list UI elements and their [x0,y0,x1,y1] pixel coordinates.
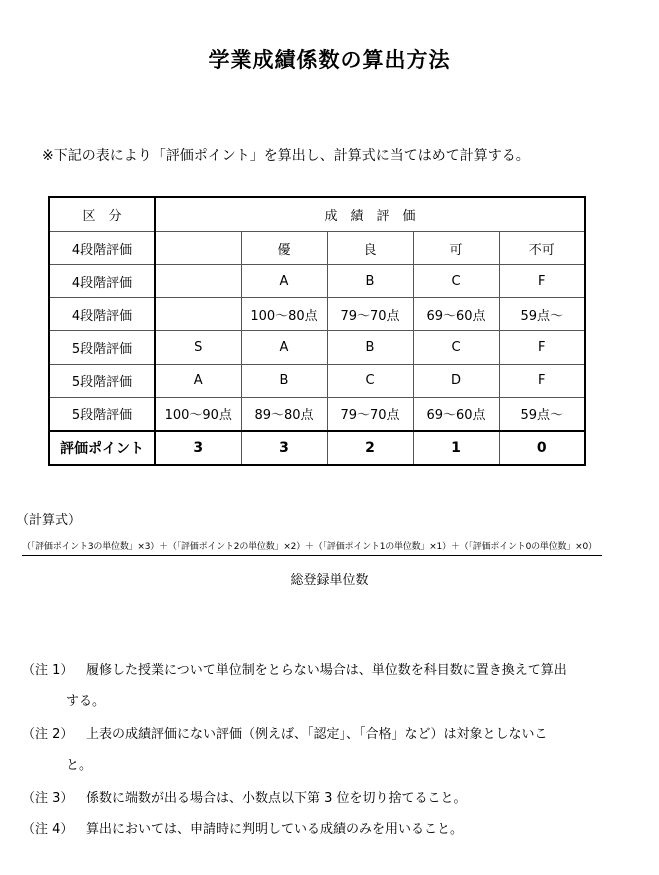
points-cell: 3 [155,431,241,465]
table-header-row [49,197,585,232]
row-label: 4段階評価 [49,265,155,298]
note-text: 係数に端数が出る場合は、小数点以下第 3 位を切り捨てること。 [86,791,467,806]
points-cell: 1 [413,431,499,465]
table-cell: 可 [413,232,499,265]
grade-table [48,196,586,466]
table-cell: 59点～ [499,298,585,331]
table-cell: D [413,364,499,397]
formula-numerator: （「評価ポイント3の単位数」×3）＋（「評価ポイント2の単位数」×2）＋（「評価ポイント1の単位数」×1）＋（「評価ポイント0の単位数」×0） [22,542,597,552]
note-label: （注 2） [22,727,74,742]
row-label: 5段階評価 [49,364,155,397]
points-row [49,431,585,465]
table-cell: 100～90点 [155,397,241,431]
row-label: 4段階評価 [49,232,155,265]
row-label: 4段階評価 [49,298,155,331]
table-cell: B [327,331,413,364]
table-cell: C [413,331,499,364]
note-text: 履修した授業について単位制をとらない場合は、単位数を科目数に置き換えて算出 [86,663,567,678]
row-label: 5段階評価 [49,331,155,364]
header-category: 区 分 [49,197,155,232]
table-cell: B [327,265,413,298]
table-cell: F [499,265,585,298]
table-row [49,232,585,265]
table-cell: S [155,331,241,364]
fraction-line [22,555,602,556]
table-cell: A [241,331,327,364]
note-2 [22,723,548,742]
table-cell: 89～80点 [241,397,327,431]
table-cell: 69～60点 [413,298,499,331]
table-cell: 優 [241,232,327,265]
points-label: 評価ポイント [49,431,155,465]
note-label: （注 1） [22,663,74,678]
table-row [49,265,585,298]
note-1 [22,659,567,678]
table-cell [155,232,241,265]
table-cell: 59点～ [499,397,585,431]
header-evaluation: 成 績 評 価 [155,197,585,232]
table-cell: F [499,331,585,364]
note-text: 算出においては、申請時に判明している成績のみを用いること。 [86,822,464,837]
table-row [49,331,585,364]
note-2-continued: と。 [66,758,93,773]
table-cell [155,298,241,331]
table-row [49,364,585,397]
table-cell: 79～70点 [327,298,413,331]
table-cell: A [241,265,327,298]
points-cell: 3 [241,431,327,465]
table-cell: 79～70点 [327,397,413,431]
formula-denominator: 総登録単位数 [290,573,369,588]
table-cell: F [499,364,585,397]
calc-label: （計算式） [16,513,82,528]
note-1-continued: する。 [66,694,106,709]
table-cell: 69～60点 [413,397,499,431]
table-row [49,397,585,431]
table-cell: 良 [327,232,413,265]
note-4 [22,818,463,837]
table-cell: C [413,265,499,298]
note-3 [22,787,467,806]
note-label: （注 4） [22,822,74,837]
table-row [49,298,585,331]
table-cell: 100～80点 [241,298,327,331]
points-cell: 0 [499,431,585,465]
table-cell [155,265,241,298]
page-title: 学業成績係数の算出方法 [208,48,451,72]
table-cell: A [155,364,241,397]
intro-text: ※下記の表により「評価ポイント」を算出し、計算式に当てはめて計算する。 [42,148,530,164]
note-label: （注 3） [22,791,74,806]
row-label: 5段階評価 [49,397,155,431]
points-cell: 2 [327,431,413,465]
table-cell: C [327,364,413,397]
table-cell: B [241,364,327,397]
note-text: 上表の成績評価にない評価（例えば、「認定」、「合格」など）は対象としないこ [86,727,548,742]
table-cell: 不可 [499,232,585,265]
